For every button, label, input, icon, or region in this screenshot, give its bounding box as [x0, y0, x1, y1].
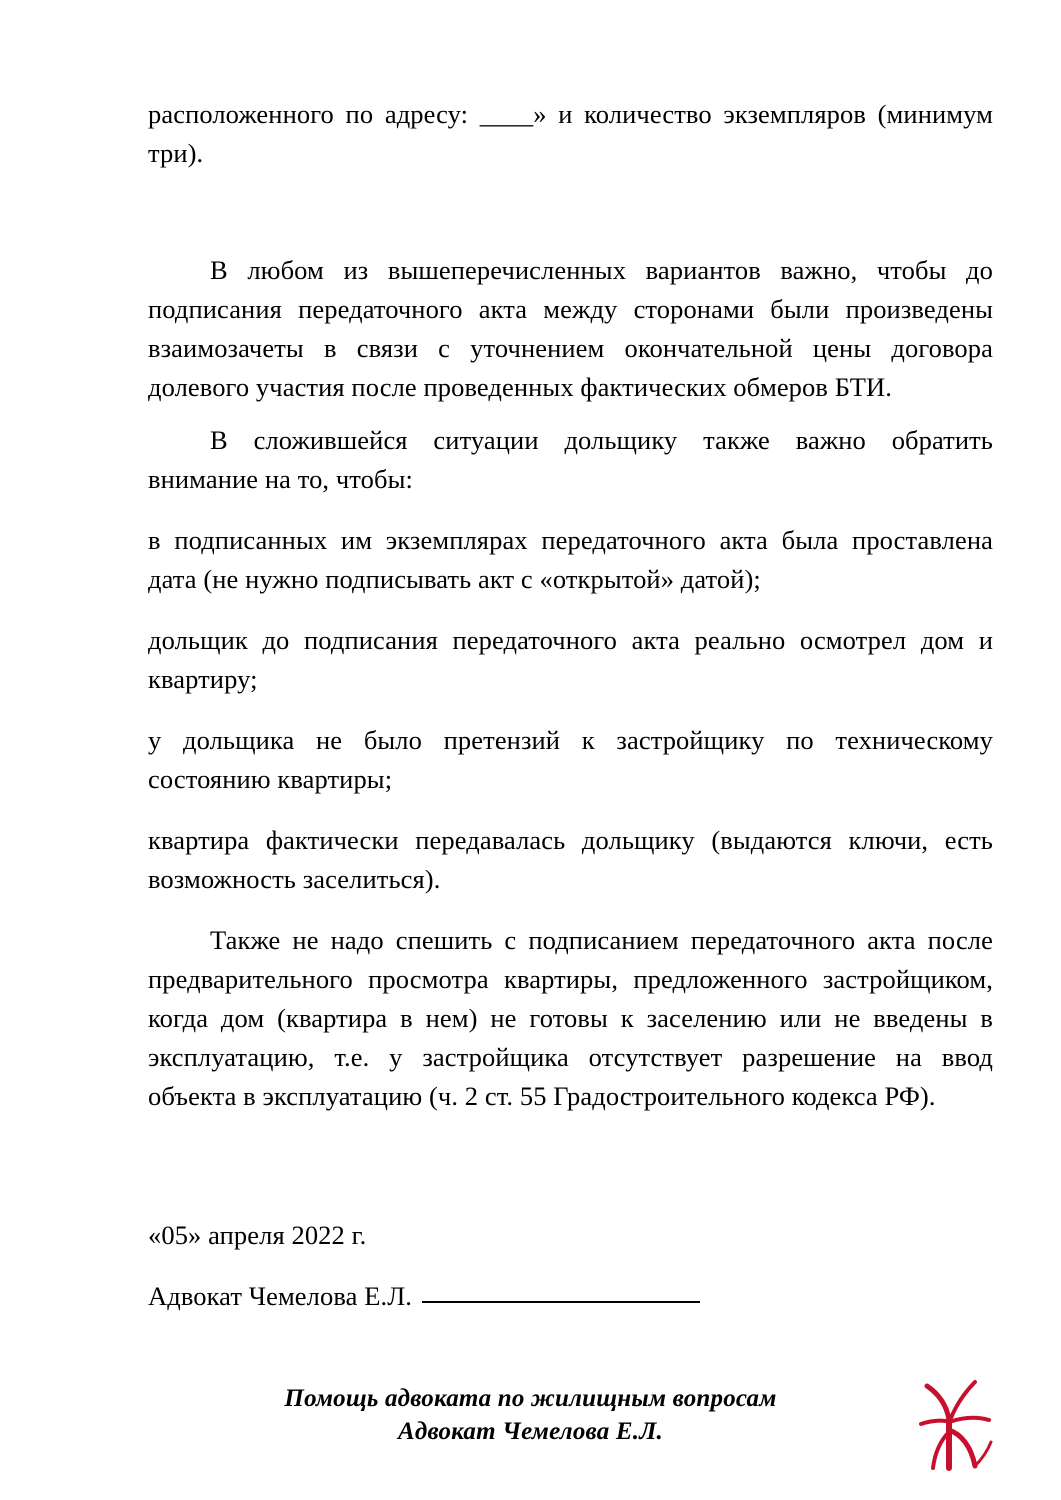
paragraph-2: В любом из вышеперечисленных вариантов важно, чтобы до подписания передаточного акта между сторонами были произведены взаимозачеты в связи с уточнением окончательной цены договора долевого участия после проведенных фактических обмеров БТИ.: [148, 255, 993, 402]
signature-blank-line: [422, 1301, 700, 1303]
spacer: [148, 407, 993, 421]
signer-label: Адвокат Чемелова Е.Л.: [148, 1281, 413, 1311]
spacer: [148, 499, 993, 521]
spacer: [148, 173, 993, 251]
spacer: [148, 1255, 993, 1277]
signature-block: [148, 1216, 993, 1316]
spacer: [148, 799, 993, 821]
spacer: [148, 899, 993, 921]
advocate-monogram-logo-icon: [913, 1380, 999, 1472]
signature-line-row: [148, 1277, 993, 1316]
paragraph-8: Также не надо спешить с подписанием передаточного акта после предварительного просмотра квартиры, предложенного застройщиком, когда дом (квартира в нем) не готовы к заселению или не введены в эксплуатацию, т.е. у застройщика отсутствует разрешение на ввод объекта в эксплуатацию (ч. 2 ст. 55 Градостроительного кодекса РФ).: [148, 925, 993, 1111]
paragraph-4: в подписанных им экземплярах передаточного акта была проставлена дата (не нужно подписывать акт с «открытой» датой);: [148, 525, 993, 594]
footer-line-1: Помощь адвоката по жилищным вопросам: [284, 1385, 777, 1412]
footer-line-2: Адвокат Чемелова Е.Л.: [397, 1418, 664, 1445]
paragraph-1: расположенного по адресу: ____» и количество экземпляров (минимум три).: [148, 99, 993, 168]
spacer: [148, 699, 993, 721]
spacer: [148, 599, 993, 621]
paragraph-5: дольщик до подписания передаточного акта реально осмотрел дом и квартиру;: [148, 625, 993, 694]
paragraph-3: В сложившейся ситуации дольщику также важно обратить внимание на то, чтобы:: [148, 425, 993, 494]
page-footer: [0, 1382, 1061, 1448]
document-body: [148, 95, 993, 1316]
spacer: [148, 1116, 993, 1216]
paragraph-6: у дольщика не было претензий к застройщику по техническому состоянию квартиры;: [148, 725, 993, 794]
signature-date: «05» апреля 2022 г.: [148, 1220, 367, 1250]
paragraph-7: квартира фактически передавалась дольщику (выдаются ключи, есть возможность заселиться).: [148, 825, 993, 894]
